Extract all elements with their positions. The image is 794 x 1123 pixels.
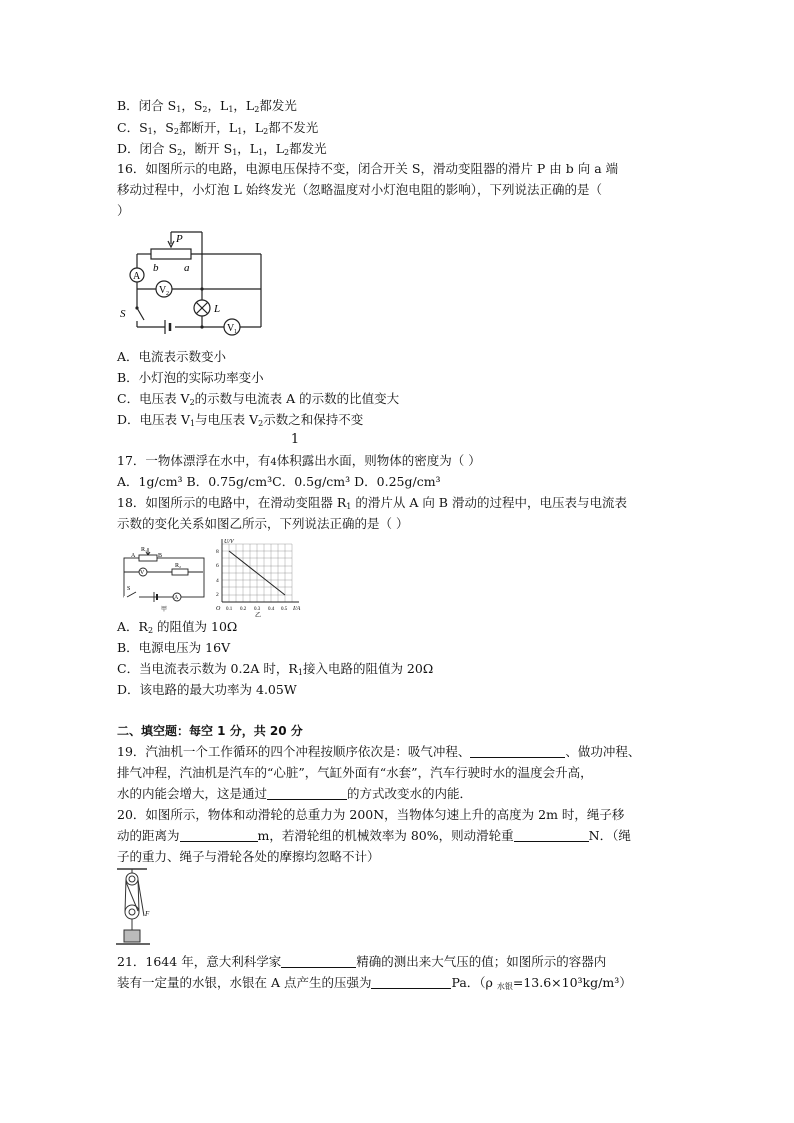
q17-fraction [288, 432, 302, 447]
fig16-v2-sub: 2 [166, 291, 169, 297]
fig18-yi-label: 乙 [255, 613, 262, 618]
fig18-a-label: A [131, 553, 136, 559]
graph-y-label: U/V [224, 539, 234, 545]
q20-line2: 动的距离为 m，若滑轮组的机械效率为 80%，则动滑轮重 N．（绳 [117, 828, 631, 843]
q17-fraction-numerator: 1 [290, 432, 300, 447]
fig18-switch-label: S [127, 586, 131, 592]
q15-option-d: D．闭合 $S_2$，断开 $S_1$，$L_1$，$L_2$都发光 [117, 141, 327, 157]
q18-stem-line2: 示数的变化关系如图乙所示，下列说法正确的是（ ） [117, 516, 409, 531]
fig16-v2-label: V [159, 285, 167, 296]
q16-option-a: A．电流表示数变小 [117, 349, 227, 364]
q16-stem-line3: ） [117, 203, 130, 218]
q20-blank-1[interactable] [180, 828, 258, 842]
fig16-lamp-label: L [214, 303, 221, 315]
q16-stem-line2: 移动过程中，小灯泡 L 始终发光（忽略温度对小灯泡电阻的影响），下列说法正确的是（ [117, 182, 602, 197]
q21-line1: 21．1644 年，意大利科学家 精确的测出来大气压的值；如图所示的容器内 [117, 954, 607, 969]
fig16-label-p: P [176, 233, 183, 245]
q18-option-c: C．当电流表示数为 0.2A 时，$R_1$接入电路的阻值为 20Ω [117, 661, 434, 677]
q16-option-c: C．电压表 $V_2$的示数与电流表 A 的示数的比值变大 [117, 391, 400, 407]
q20-pulley-diagram [113, 866, 155, 948]
q21-blank-2[interactable] [371, 975, 451, 989]
graph-xtick-0.3: 0.3 [254, 607, 261, 612]
fig16-v1-label: V [227, 323, 235, 334]
fig16-switch-label: S [120, 308, 126, 320]
section-2-heading: 二、填空题：每空 1 分，共 20 分 [117, 724, 303, 738]
fig16-ammeter-label: A [133, 271, 141, 282]
fig18-ammeter-label: A [174, 595, 179, 601]
q18-circuit-diagram [117, 544, 207, 614]
q18-option-a: A．$R_2$ 的阻值为 10Ω [117, 619, 238, 635]
fig18-voltmeter-label: V [140, 570, 145, 576]
q19-line2: 排气冲程，汽油机是汽车的“心脏”，气缸外面有“水套”，汽车行驶时水的温度会升高， [117, 765, 593, 780]
fig18-r1-label: R₁ [141, 547, 148, 553]
q21-line2: 装有一定量的水银，水银在 A 点产生的压强为 Pa．（ρ $_{水银}$=13.6×10³kg/m³） [117, 975, 632, 991]
q16-option-d: D．电压表 $V_1$与电压表 $V_2$示数之和保持不变 [117, 412, 364, 428]
q15-option-c: C．$S_1$，$S_2$都断开，$L_1$，$L_2$都不发光 [117, 120, 319, 136]
graph-x-label: I/A [293, 606, 301, 612]
q18-option-d: D．该电路的最大功率为 4.05W [117, 682, 297, 697]
q17-fraction-denominator: 4 [270, 457, 277, 468]
fig18-b-label: B [158, 553, 163, 559]
fig16-v1-sub: 1 [234, 329, 237, 335]
fig20-force-label: F [145, 910, 150, 918]
graph-ytick-6: 6 [216, 563, 219, 569]
q18-option-b: B．电源电压为 16V [117, 640, 231, 655]
graph-xtick-0.2: 0.2 [240, 607, 247, 612]
q18-ui-graph [209, 536, 304, 618]
graph-ytick-4: 4 [216, 578, 219, 584]
q20-blank-2[interactable] [514, 828, 589, 842]
fig16-label-b: b [153, 262, 159, 274]
q20-line3: 子的重力、绳子与滑轮各处的摩擦均忽略不计） [117, 849, 380, 864]
graph-origin-label: O [216, 606, 221, 612]
q15-option-b: B．闭合 $S_1$，$S_2$，$L_1$，$L_2$都发光 [117, 98, 297, 114]
q18-stem-line1: 18．如图所示的电路中，在滑动变阻器 $R_1$ 的滑片从 A 向 B 滑动的过程中，电压表与电流表 [117, 495, 627, 511]
q19-line1: 19．汽油机一个工作循环的四个冲程按顺序依次是：吸气冲程、 、做功冲程、 [117, 744, 641, 759]
graph-ytick-8: 8 [216, 549, 219, 555]
fig18-jia-label: 甲 [161, 607, 168, 613]
q19-blank-2[interactable] [267, 786, 347, 800]
q16-option-b: B．小灯泡的实际功率变小 [117, 370, 264, 385]
q17-options: A．1g/cm³ B．0.75g/cm³C．0.5g/cm³ D．0.25g/cm³ [117, 474, 441, 489]
q17-stem: 17．一物体漂浮在水中，有4体积露出水面，则物体的密度为（ ） [117, 453, 481, 468]
q19-line3: 水的内能会增大，这是通过 的方式改变水的内能． [117, 786, 473, 801]
graph-xtick-0.1: 0.1 [226, 607, 233, 612]
q16-stem-line1: 16．如图所示的电路，电源电压保持不变，闭合开关 S，滑动变阻器的滑片 P 由 b 向 a 端 [117, 161, 619, 176]
fig16-label-a: a [184, 262, 190, 274]
fig18-r2-label: R₂ [175, 563, 182, 569]
q21-blank-1[interactable] [281, 954, 356, 968]
q19-blank-1[interactable] [470, 744, 565, 758]
q20-line1: 20．如图所示，物体和动滑轮的总重力为 200N，当物体匀速上升的高度为 2m 时，绳子移 [117, 807, 625, 822]
graph-xtick-0.4: 0.4 [268, 607, 275, 612]
graph-ytick-2: 2 [216, 592, 219, 598]
q16-circuit-diagram [117, 224, 267, 339]
graph-xtick-0.5: 0.5 [281, 607, 288, 612]
